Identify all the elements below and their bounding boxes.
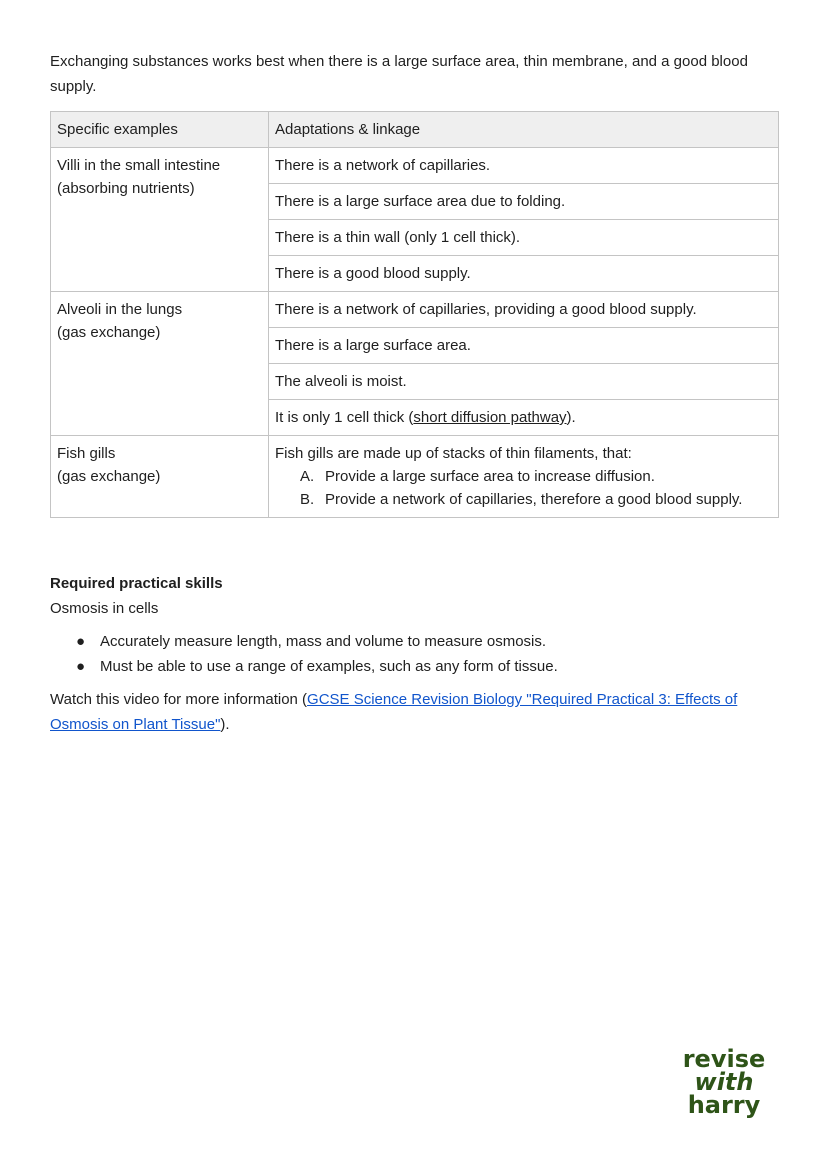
adaptation-cell (269, 436, 779, 518)
skills-list (50, 629, 778, 679)
adaptation-cell: There is a network of capillaries. (269, 148, 779, 184)
adaptation-cell: The alveoli is moist. (269, 364, 779, 400)
example-note: (absorbing nutrients) (57, 180, 195, 197)
example-villi (51, 148, 269, 292)
column-header: Adaptations & linkage (269, 112, 779, 148)
watch-paragraph (50, 687, 778, 737)
fish-list (275, 465, 772, 511)
example-name: Villi in the small intestine (57, 157, 221, 174)
adaptations-table (50, 111, 779, 518)
logo-line: revise (682, 1045, 766, 1073)
table-row (51, 148, 779, 184)
logo-line: harry (687, 1091, 761, 1119)
bullet-icon: ● (76, 658, 86, 675)
list-item (76, 629, 778, 654)
example-fish-gills (51, 436, 269, 518)
cell-text-prefix: It is only 1 cell thick ( (275, 409, 414, 426)
list-marker: B. (300, 491, 315, 508)
video-link[interactable]: GCSE Science Revision Biology "Required Practical 3: Effects of Osmosis on Plant Tissue" (50, 691, 738, 733)
list-item (76, 654, 778, 679)
list-item-text: Must be able to use a range of examples, such as any form of tissue. (100, 658, 558, 675)
example-name: Alveoli in the lungs (57, 301, 183, 318)
example-note: (gas exchange) (57, 468, 161, 485)
watch-suffix: ). (220, 716, 230, 733)
adaptation-cell: There is a large surface area. (269, 328, 779, 364)
example-note: (gas exchange) (57, 324, 161, 341)
underlined-term: short diffusion pathway (413, 409, 567, 426)
intro-paragraph: Exchanging substances works best when there is a large surface area, thin membrane, and a good blood supply. (50, 53, 748, 95)
adaptation-cell: There is a thin wall (only 1 cell thick). (269, 220, 779, 256)
table-row (51, 292, 779, 328)
adaptation-cell (269, 400, 779, 436)
adaptation-cell: There is a good blood supply. (269, 256, 779, 292)
table-row (51, 436, 779, 518)
adaptation-cell: There is a large surface area due to folding. (269, 184, 779, 220)
table-header-row (51, 112, 779, 148)
list-item (300, 488, 772, 511)
example-alveoli (51, 292, 269, 436)
column-header: Specific examples (51, 112, 269, 148)
revise-with-harry-logo (678, 1045, 770, 1119)
cell-text-suffix: ). (566, 409, 576, 426)
bullet-icon: ● (76, 633, 86, 650)
logo-line: with (694, 1068, 754, 1096)
watch-prefix: Watch this video for more information ( (50, 691, 308, 708)
list-item (300, 465, 772, 488)
fish-intro: Fish gills are made up of stacks of thin filaments, that: (275, 445, 632, 462)
list-item-text: Provide a network of capillaries, therefore a good blood supply. (325, 491, 743, 508)
adaptation-cell: There is a network of capillaries, providing a good blood supply. (269, 292, 779, 328)
example-name: Fish gills (57, 445, 116, 462)
list-marker: A. (300, 468, 315, 485)
list-item-text: Accurately measure length, mass and volume to measure osmosis. (100, 633, 547, 650)
practical-section (50, 571, 778, 737)
section-heading: Required practical skills (50, 575, 223, 592)
section-subheading: Osmosis in cells (50, 600, 159, 617)
list-item-text: Provide a large surface area to increase diffusion. (325, 468, 655, 485)
